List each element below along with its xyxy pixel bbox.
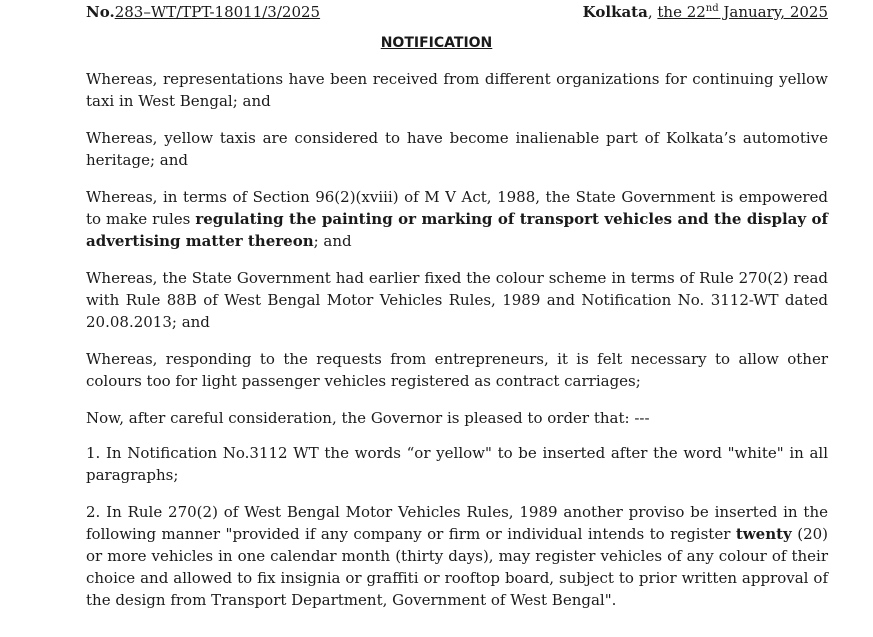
date-rest: January, 2025 <box>718 3 828 21</box>
date-prefix: the 22 <box>657 3 706 21</box>
paragraph-8-part-a: 2. In Rule 270(2) of West Bengal Motor Vehicles Rules, 1989 another proviso be inserted in the following manner "provided if any company or firm or individual intends to register <box>86 503 828 543</box>
date <box>657 3 828 21</box>
reference-number <box>86 2 320 22</box>
paragraph-3-part-c: ; and <box>313 232 352 250</box>
place: Kolkata <box>582 3 648 21</box>
reference-code: 283–WT/TPT-18011/3/2025 <box>114 3 321 21</box>
paragraph-3-part-a: Whereas, in terms of Section 96(2)(xviii) of M V Act, 1988, the State Government is empowered to make rules <box>86 188 828 228</box>
paragraph-5: Whereas, responding to the requests from entrepreneurs, it is felt necessary to allow other colours too for light passenger vehicles registered as contract carriages; <box>86 350 828 390</box>
page-title <box>0 33 873 53</box>
paragraph-2: Whereas, yellow taxis are considered to have become inalienable part of Kolkata’s automotive heritage; and <box>86 129 828 169</box>
paragraph-8-part-c: (20) or more vehicles in one calendar month (thirty days), may register vehicles of any colour of their choice and allowed to fix insignia or graffiti or rooftop board, subject to prior written approval of the design from Transport Department, Government of West Bengal". <box>86 525 829 609</box>
document-header <box>86 2 828 24</box>
paragraph-6: Now, after careful consideration, the Governor is pleased to order that: --- <box>86 409 650 427</box>
paragraph-1: Whereas, representations have been received from different organizations for continuing yellow taxi in West Bengal; and <box>86 70 828 110</box>
paragraph-3-bold: regulating the painting or marking of transport vehicles and the display of advertising matter thereon <box>86 210 828 250</box>
reference-label: No. <box>86 3 115 21</box>
paragraph-4: Whereas, the State Government had earlier fixed the colour scheme in terms of Rule 270(2) read with Rule 88B of West Bengal Motor Vehicles Rules, 1989 and Notification No. 3112-WT dated 20.08.2013; and <box>86 269 828 331</box>
paragraph-8 <box>86 501 828 611</box>
paragraph-3 <box>86 186 828 252</box>
document-body <box>86 68 828 626</box>
paragraph-7: 1. In Notification No.3112 WT the words “or yellow" to be inserted after the word "white" in all paragraphs; <box>86 444 828 484</box>
title-text: NOTIFICATION <box>380 35 493 51</box>
date-ordinal: nd <box>705 3 719 14</box>
paragraph-8-bold: twenty <box>735 525 792 543</box>
place-and-date: Kolkata, the 22nd January, 2025 <box>582 3 828 21</box>
